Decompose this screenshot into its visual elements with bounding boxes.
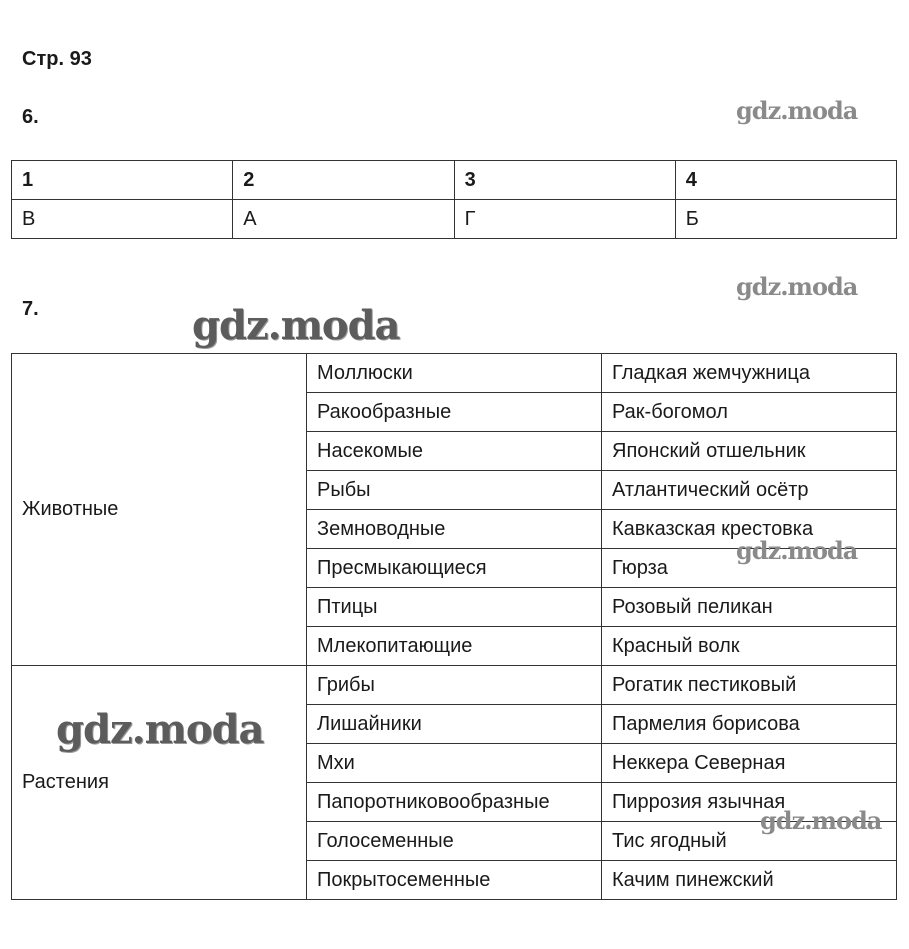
species-cell: Рогатик пестиковый xyxy=(602,666,897,705)
watermark: gdz.moda xyxy=(192,302,400,349)
kingdom-cell-plants: Растения xyxy=(12,666,307,900)
task-7-label: 7. xyxy=(22,298,39,320)
table-cell: 1 xyxy=(12,161,233,200)
species-cell: Японский отшельник xyxy=(602,432,897,471)
table-cell: 4 xyxy=(675,161,896,200)
species-cell: Красный волк xyxy=(602,627,897,666)
watermark: gdz.moda xyxy=(736,536,858,565)
group-cell: Лишайники xyxy=(307,705,602,744)
watermark: gdz.moda xyxy=(736,272,858,301)
table-cell: А xyxy=(233,200,454,239)
species-cell: Рак-богомол xyxy=(602,393,897,432)
species-cell: Качим пинежский xyxy=(602,861,897,900)
table-cell: В xyxy=(12,200,233,239)
group-cell: Пресмыкающиеся xyxy=(307,549,602,588)
task-6-label: 6. xyxy=(22,106,39,128)
group-cell: Голосеменные xyxy=(307,822,602,861)
table-cell: 2 xyxy=(233,161,454,200)
group-cell: Насекомые xyxy=(307,432,602,471)
table-cell: Г xyxy=(454,200,675,239)
watermark: gdz.moda xyxy=(56,706,264,753)
species-cell: Гладкая жемчужница xyxy=(602,354,897,393)
group-cell: Земноводные xyxy=(307,510,602,549)
group-cell: Мхи xyxy=(307,744,602,783)
table-cell: 3 xyxy=(454,161,675,200)
group-cell: Моллюски xyxy=(307,354,602,393)
group-cell: Рыбы xyxy=(307,471,602,510)
species-cell: Кавказская крестовка xyxy=(602,510,897,549)
table-row xyxy=(12,354,897,393)
group-cell: Млекопитающие xyxy=(307,627,602,666)
species-cell: Тис ягодный xyxy=(602,822,897,861)
page-title: Стр. 93 xyxy=(22,48,92,70)
watermark: gdz.moda xyxy=(760,806,882,835)
species-cell: Неккера Северная xyxy=(602,744,897,783)
group-cell: Папоротниковообразные xyxy=(307,783,602,822)
species-cell: Гюрза xyxy=(602,549,897,588)
species-cell: Розовый пеликан xyxy=(602,588,897,627)
kingdom-cell-animals: Животные xyxy=(12,354,307,666)
table-cell: Б xyxy=(675,200,896,239)
species-cell: Атлантический осётр xyxy=(602,471,897,510)
task-6-table xyxy=(11,160,897,239)
group-cell: Птицы xyxy=(307,588,602,627)
group-cell: Ракообразные xyxy=(307,393,602,432)
watermark: gdz.moda xyxy=(736,96,858,125)
table-row xyxy=(12,666,897,705)
species-cell: Пармелия борисова xyxy=(602,705,897,744)
species-cell: Пиррозия язычная xyxy=(602,783,897,822)
group-cell: Грибы xyxy=(307,666,602,705)
table-header-row xyxy=(12,161,897,200)
group-cell: Покрытосеменные xyxy=(307,861,602,900)
table-row xyxy=(12,200,897,239)
